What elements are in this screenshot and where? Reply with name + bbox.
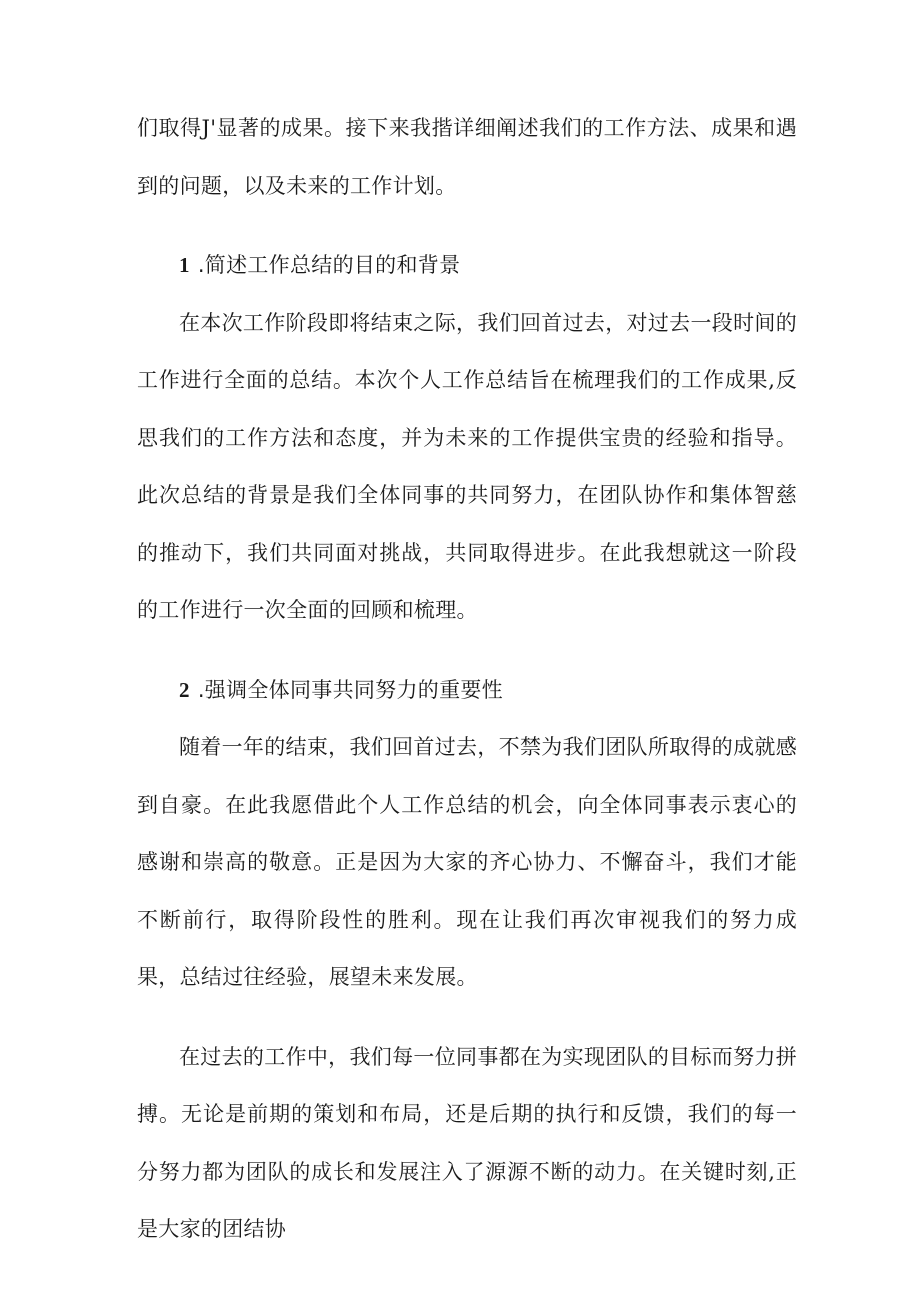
intro-paragraph: 们取得J'显著的成果。接下来我揩详细阐述我们的工作方法、成果和遇到的问题，以及未来的工作计划。 [137, 116, 797, 198]
section-2-heading [137, 662, 797, 720]
section-1-paragraph-1: 在本次工作阶段即将结束之际，我们回首过去，对过去一段时间的工作进行全面的总结。本次个人工作总结旨在梳理我们的工作成果,反思我们的工作方法和态度，并为未来的工作提供宝贵的经验和指导。此次总结的背景是我们全体同事的共同努力，在团队协作和集体智慈的推动下，我们共同面对挑战，共同取得进步。在此我想就这一阶段的工作进行一次全面的回顾和梳理。 [137, 310, 797, 622]
spacer [137, 1007, 797, 1029]
document-body [137, 100, 797, 1259]
section-2-title: .强调全体同事共同努力的重要性 [197, 677, 503, 702]
section-1-number: 1 [179, 253, 190, 277]
section-2-paragraph-1: 随着一年的结束，我们回首过去，不禁为我们团队所取得的成就感到自豪。在此我愿借此个人工作总结的机会，向全体同事表示衷心的感谢和崇高的敬意。正是因为大家的齐心协力、不懈奋斗，我们才能不断前行，取得阶段性的胜利。现在让我们再次审视我们的努力成果，总结过往经验，展望未来发展。 [137, 735, 797, 989]
section-1-title: .简述工作总结的目的和背景 [197, 253, 461, 277]
section-2-paragraph-2: 在过去的工作中，我们每一位同事都在为实现团队的目标而努力拼搏。无论是前期的策划和布局，还是后期的执行和反馈，我们的每一分努力都为团队的成长和发展注入了源源不断的动力。在关键时刻,正是大家的团结协 [137, 1044, 797, 1241]
section-1-heading [137, 237, 797, 295]
spacer [137, 215, 797, 237]
spacer [137, 640, 797, 662]
section-2-number: 2 [179, 677, 190, 702]
